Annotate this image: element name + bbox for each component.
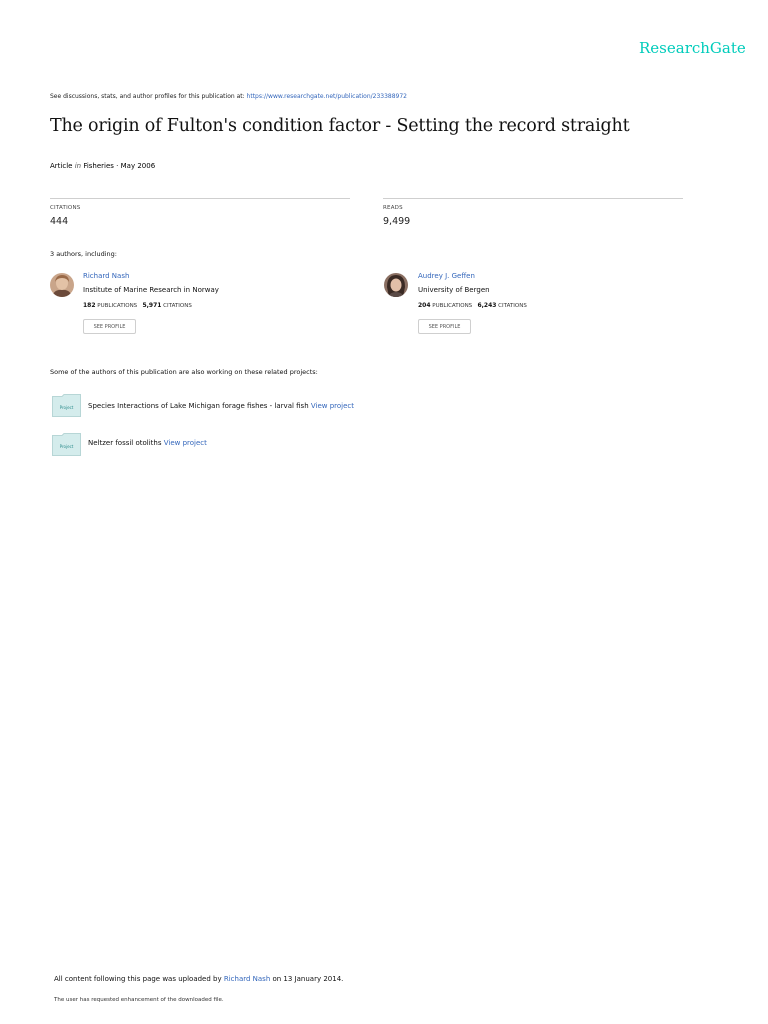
citations-value: 444 bbox=[50, 216, 69, 227]
author-institution: Institute of Marine Research in Norway bbox=[83, 286, 219, 294]
project-item bbox=[88, 402, 354, 410]
author-institution: University of Bergen bbox=[418, 286, 490, 294]
publication-type: Article bbox=[50, 162, 73, 170]
see-profile-button[interactable]: SEE PROFILE bbox=[83, 319, 136, 334]
upload-prefix: All content following this page was uploaded by bbox=[54, 975, 224, 983]
author-publications-label: PUBLICATIONS bbox=[97, 303, 138, 309]
author-stats bbox=[418, 302, 527, 309]
authors-heading: 3 authors, including: bbox=[50, 250, 117, 258]
citations-divider bbox=[50, 198, 350, 199]
project-folder-icon bbox=[52, 433, 81, 456]
publication-meta bbox=[50, 162, 155, 170]
reads-label: READS bbox=[383, 205, 403, 211]
author-citations-count: 6,243 bbox=[477, 302, 497, 309]
publication-url-link[interactable]: https://www.researchgate.net/publication/233388972 bbox=[246, 93, 407, 100]
publication-venue-date: Fisheries · May 2006 bbox=[83, 162, 156, 170]
see-profile-button[interactable]: SEE PROFILE bbox=[418, 319, 471, 334]
profile-info-line bbox=[50, 93, 407, 100]
avatar[interactable] bbox=[384, 273, 408, 297]
project-icon-label: Project bbox=[59, 405, 74, 410]
profile-info-text: See discussions, stats, and author profiles for this publication at: bbox=[50, 93, 247, 100]
enhancement-note: The user has requested enhancement of the downloaded file. bbox=[54, 997, 224, 1003]
view-project-link[interactable]: View project bbox=[163, 439, 207, 447]
upload-suffix: on 13 January 2014. bbox=[270, 975, 344, 983]
researchgate-logo[interactable]: ResearchGate bbox=[639, 39, 746, 57]
project-folder-icon bbox=[52, 394, 81, 417]
author-citations-count: 5,971 bbox=[142, 302, 162, 309]
project-icon-label: Project bbox=[59, 444, 74, 449]
author-stats bbox=[83, 302, 192, 309]
author-citations-label: CITATIONS bbox=[163, 303, 192, 309]
in-word: in bbox=[74, 162, 82, 170]
author-citations-label: CITATIONS bbox=[498, 303, 527, 309]
author-publications-label: PUBLICATIONS bbox=[432, 303, 473, 309]
project-name: Neltzer fossil otoliths bbox=[88, 439, 162, 447]
author-photo-icon bbox=[50, 273, 74, 297]
author-name-link[interactable]: Richard Nash bbox=[83, 272, 130, 280]
reads-value: 9,499 bbox=[383, 216, 411, 227]
project-item bbox=[88, 439, 207, 447]
author-photo-icon bbox=[384, 273, 408, 297]
upload-note bbox=[54, 975, 343, 983]
author-publications-count: 204 bbox=[418, 302, 431, 309]
author-publications-count: 182 bbox=[83, 302, 96, 309]
uploader-link[interactable]: Richard Nash bbox=[223, 975, 271, 983]
reads-divider bbox=[383, 198, 683, 199]
citations-label: CITATIONS bbox=[50, 205, 81, 211]
publication-title: The origin of Fulton's condition factor - Setting the record straight bbox=[50, 116, 630, 136]
author-name-link[interactable]: Audrey J. Geffen bbox=[418, 272, 475, 280]
project-name: Species Interactions of Lake Michigan forage fishes - larval fish bbox=[88, 402, 309, 410]
related-projects-heading: Some of the authors of this publication are also working on these related projects: bbox=[50, 368, 318, 376]
avatar[interactable] bbox=[50, 273, 74, 297]
view-project-link[interactable]: View project bbox=[310, 402, 355, 410]
